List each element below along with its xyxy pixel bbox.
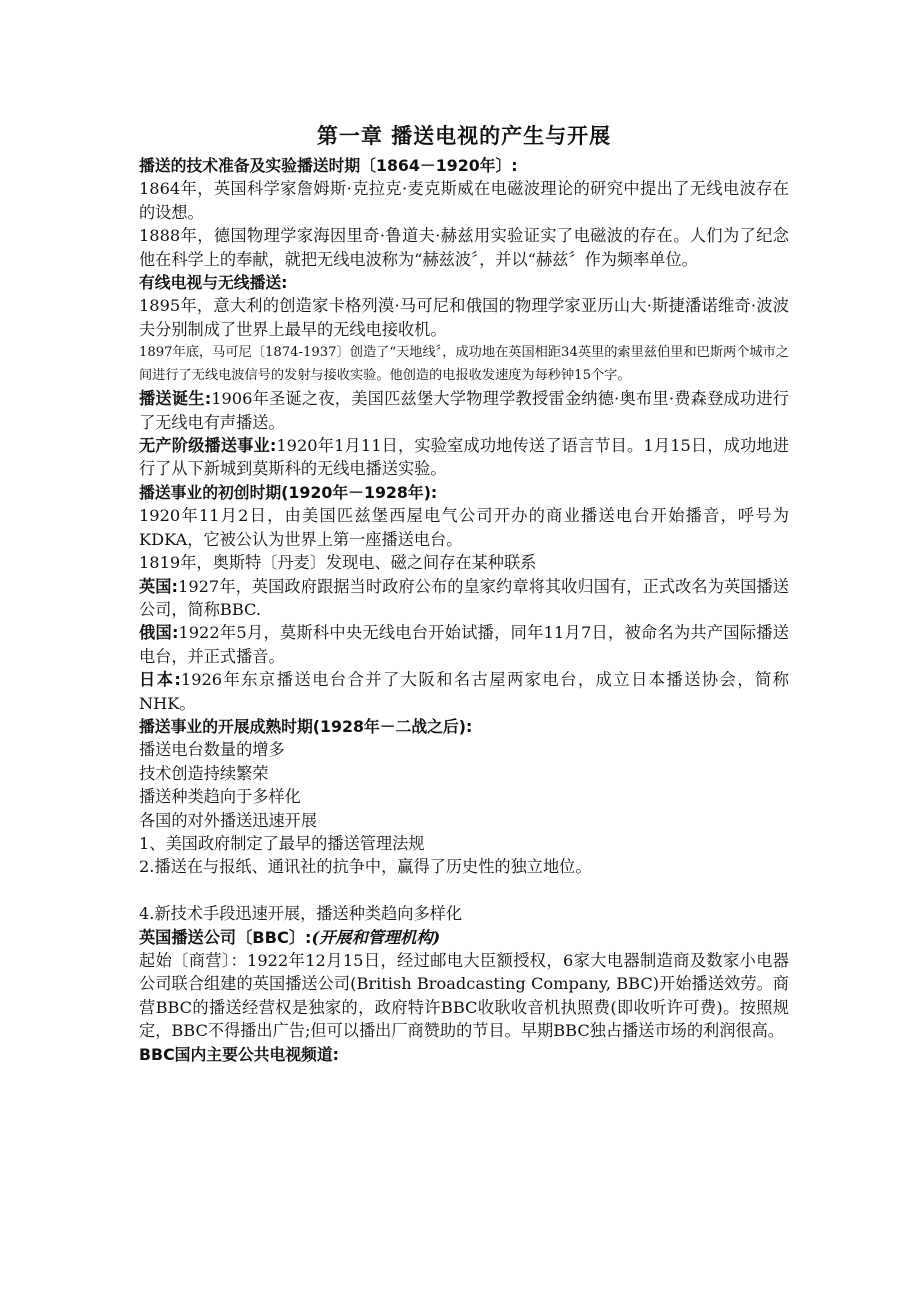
list-line: 各国的对外播送迅速开展	[139, 810, 318, 830]
list-line: 播送种类趋向于多样化	[139, 787, 301, 807]
lead-text: 1920年1月11日，实验室成功地传送了语言节目。1月15日，成功地进行了从下新城到莫斯科的无线电播送实验。	[139, 436, 789, 479]
paragraph: 1888年，德国物理学家海因里奇·鲁道夫·赫兹用实验证实了电磁波的存在。人们为了纪念他在科学上的奉献，就把无线电波称为“赫兹波〞，并以“赫兹〞作为频率单位。	[139, 226, 789, 269]
italic-note: (开展和管理机构)	[311, 927, 441, 947]
paragraph-with-lead	[139, 926, 789, 949]
paragraph-with-lead	[139, 621, 789, 668]
paragraph: 1920年11月2日，由美国匹兹堡西屋电气公司开办的商业播送电台开始播音，呼号为KDKA，它被公认为世界上第一座播送电台。	[139, 506, 789, 549]
section-heading: 播送事业的初创时期(1920年－1928年):	[139, 482, 438, 502]
paragraph-with-lead	[139, 434, 789, 481]
paragraph: 起始〔商营〕：1922年12月15日，经过邮电大臣额授权，6家大电器制造商及数家小电器公司联合组建的英国播送公司(British Broadcasting Company, BBC)开始播送效劳。商营BBC的播送经营权是独家的，政府特许BBC收耿收音机执照费(即收听许可费)。按照规定，BBC不得播出广告;但可以播出厂商赞助的节目。早期BBC独占播送市场的利润很高。	[139, 950, 789, 1041]
lead-text: 1922年5月，莫斯科中央无线电台开始试播，同年11月7日，被命名为共产国际播送电台，并正式播音。	[139, 623, 789, 666]
section-heading: 播送事业的开展成熟时期(1928年－二战之后):	[139, 716, 473, 736]
lead-text: 1906年圣诞之夜，美国匹兹堡大学物理学教授雷金纳德·奥布里·费森登成功进行了无线电有声播送。	[139, 389, 789, 432]
paragraph-with-lead	[139, 575, 789, 622]
paragraph-small: 1897年底，马可尼〔1874-1937〕创造了“天地线〞，成功地在英国相距34英里的索里兹伯里和巴斯两个城市之间进行了无线电波信号的发射与接收实验。他创造的电报收发速度为每秒钟15个字。	[139, 345, 789, 384]
paragraph-with-lead	[139, 668, 789, 715]
paragraph-with-lead	[139, 387, 789, 434]
list-line: 2.播送在与报纸、通讯社的抗争中，赢得了历史性的独立地位。	[139, 857, 592, 877]
blank-line	[139, 879, 789, 902]
paragraph: 1819年，奥斯特〔丹麦〕发现电、磁之间存在某种联系	[139, 553, 537, 573]
paragraph: 1864年，英国科学家詹姆斯·克拉克·麦克斯威在电磁波理论的研究中提出了无线电波存在的设想。	[139, 179, 789, 222]
lead-label: 播送诞生:	[139, 389, 212, 409]
lead-label: 英国:	[139, 576, 179, 596]
chapter-title: 第一章 播送电视的产生与开展	[316, 124, 612, 148]
document-page	[139, 118, 789, 1066]
lead-label: 英国播送公司〔BBC〕:	[139, 927, 312, 947]
lead-label: 俄国:	[139, 623, 179, 643]
lead-text: 1926年东京播送电台合并了大阪和名古屋两家电台，成立日本播送协会，简称NHK。	[139, 670, 789, 713]
section-heading: BBC国内主要公共电视频道:	[139, 1044, 339, 1064]
list-line: 播送电台数量的增多	[139, 740, 285, 760]
paragraph: 1895年，意大利的创造家卡格列漠·马可尼和俄国的物理学家亚历山大·斯捷潘诺维奇·波波夫分别制成了世界上最早的无线电接收机。	[139, 296, 789, 339]
list-line: 1、美国政府制定了最早的播送管理法规	[139, 833, 425, 853]
section-heading: 有线电视与无线播送:	[139, 273, 288, 293]
list-line: 技术创造持续繁荣	[139, 763, 269, 783]
lead-text: 1927年，英国政府跟据当时政府公布的皇家约章将其收归国有，正式改名为英国播送公司，简称BBC.	[139, 576, 789, 619]
lead-label: 无产阶级播送事业:	[139, 436, 277, 456]
section-heading: 播送的技术准备及实验播送时期〔1864－1920年〕:	[139, 156, 518, 175]
list-line: 4.新技术手段迅速开展，播送种类趋向多样化	[139, 904, 463, 924]
lead-label: 日本:	[139, 670, 181, 690]
